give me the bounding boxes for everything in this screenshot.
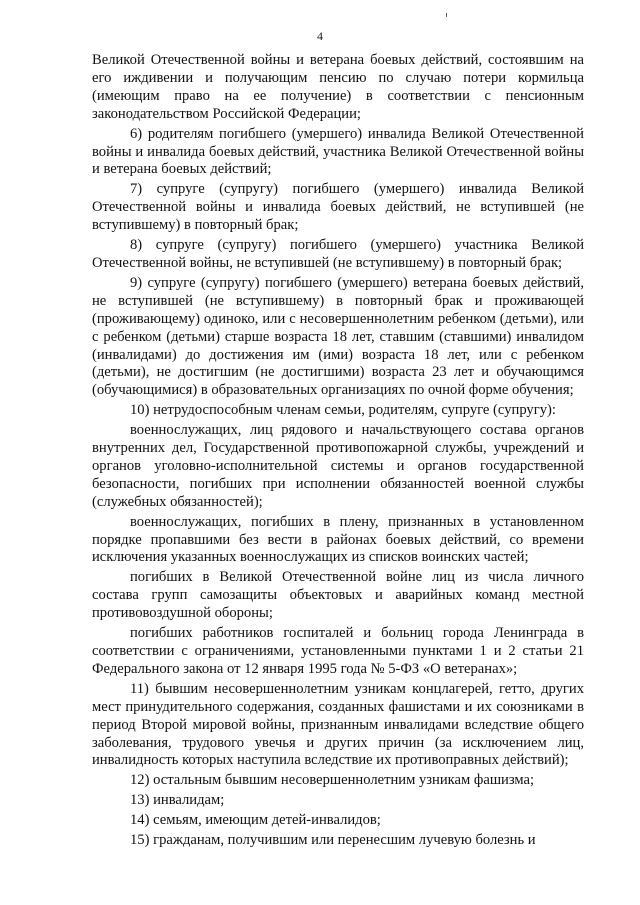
- paragraph-item-8: 8) супруге (супругу) погибшего (умершего) участника Великой Отечественной войны, не вступившей (не вступившему) в повторный брак;: [92, 237, 584, 271]
- scan-artifact-mark: [446, 13, 447, 17]
- paragraph-item-10-sub-2: военнослужащих, погибших в плену, признанных в установленном порядке пропавшими без вести в районах боевых действий, со времени исключения указанных военнослужащих из списков воинских частей;: [92, 513, 584, 566]
- paragraph-item-12: 12) остальным бывшим несовершеннолетним узникам фашизма;: [130, 772, 535, 789]
- paragraph-item-7: 7) супруге (супругу) погибшего (умершего) инвалида Великой Отечественной войны и инвалида боевых действий, не вступившей (не вступившему) в повторный брак;: [92, 181, 584, 234]
- paragraph-item-10-sub-1: военнослужащих, лиц рядового и начальствующего состава органов внутренних дел, Государственной противопожарной службы, учреждений и органов уголовно-исполнительной системы и органов государственной безопасности, погибших при исполнении обязанностей военной службы (служебных обязанностей);: [92, 422, 584, 510]
- paragraph-item-10-sub-3: погибших в Великой Отечественной войне лиц из числа личного состава групп самозащиты объектовых и аварийных команд местной противовоздушной обороны;: [92, 569, 584, 622]
- document-body: [92, 52, 584, 850]
- paragraph-item-10-sub-4: погибших работников госпиталей и больниц города Ленинграда в соответствии с ограничениями, установленными пунктами 1 и 2 статьи 21 Федерального закона от 12 января 1995 года № 5-ФЗ «О ветеранах»;: [92, 625, 584, 677]
- paragraph-item-15: 15) гражданам, получившим или перенесшим лучевую болезнь и: [130, 832, 536, 849]
- page-number: 4: [317, 29, 323, 43]
- paragraph-item-11: 11) бывшим несовершеннолетним узникам концлагерей, гетто, других мест принудительного содержания, созданных фашистами и их союзниками в период Второй мировой войны, признанным инвалидами вследствие общего заболевания, трудового увечья и других причин (за исключением лиц, инвалидность которых наступила вследствие их противоправных действий);: [92, 680, 584, 769]
- paragraph-item-10: 10) нетрудоспособным членам семьи, родителям, супруге (супругу):: [130, 402, 556, 419]
- paragraph-item-14: 14) семьям, имеющим детей-инвалидов;: [130, 812, 381, 829]
- paragraph-continuation: Великой Отечественной войны и ветерана боевых действий, состоявшим на его иждивении и получающим пенсию по случаю потери кормильца (имеющим право на ее получение) в соответствии с пенсионным законодательством Российской Федерации;: [92, 52, 584, 122]
- paragraph-item-6: 6) родителям погибшего (умершего) инвалида Великой Отечественной войны и инвалида боевых действий, участника Великой Отечественной войны и ветерана боевых действий;: [92, 125, 584, 178]
- paragraph-item-9: 9) супруге (супругу) погибшего (умершего) ветерана боевых действий, не вступившей (не вступившему) в повторный брак и проживающей (проживающему) одиноко, или с несовершеннолетним ребенком (детьми), или с ребенком (детьми) старше возраста 18 лет, ставшим (ставшими) инвалидом (инвалидами) до достижения им (ими) возраста 18 лет, или с ребенком (детьми), не достигшим (не достигшими) возраста 23 лет и обучающимся (обучающимися) в образовательных организациях по очной форме обучения;: [92, 274, 584, 399]
- paragraph-item-13: 13) инвалидам;: [130, 792, 225, 809]
